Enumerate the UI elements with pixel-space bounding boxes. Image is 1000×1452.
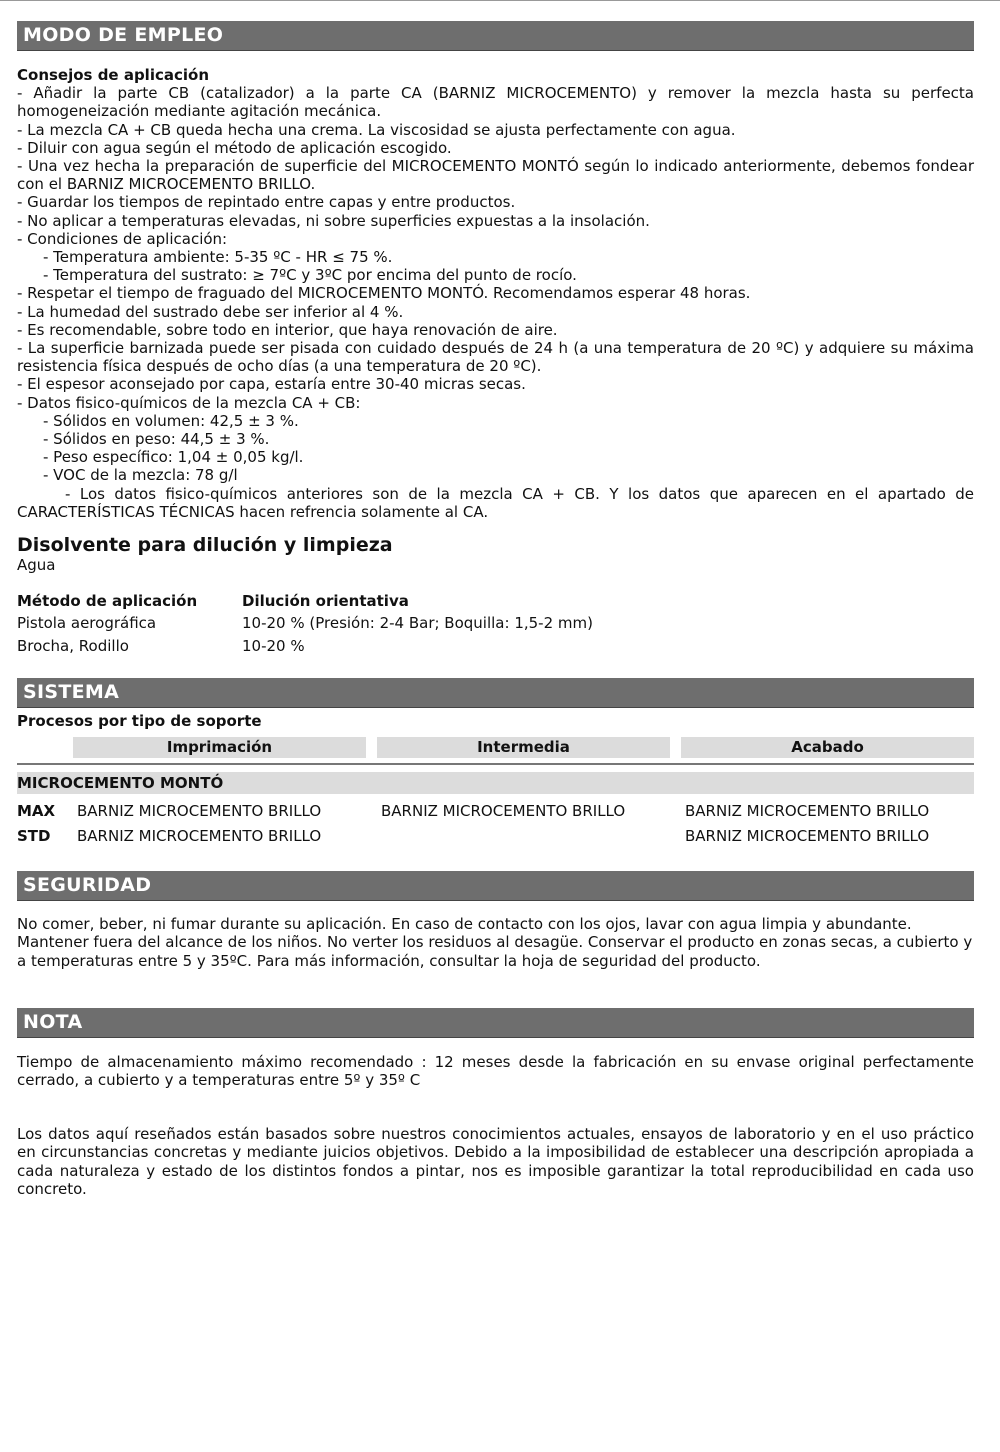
- consejo-item: - Condiciones de aplicación:: [17, 229, 228, 248]
- consejo-subitem: - Sólidos en peso: 44,5 ± 3 %.: [43, 430, 270, 449]
- consejo-subitem: - VOC de la mezcla: 78 g/l: [43, 466, 238, 485]
- consejo-subitem: - Sólidos en volumen: 42,5 ± 3 %.: [43, 411, 299, 430]
- disolvente-value: Agua: [17, 556, 56, 575]
- dilucion-header: Dilución orientativa: [242, 592, 409, 611]
- system-cell-acabado: BARNIZ MICROCEMENTO BRILLO: [685, 802, 930, 821]
- document-page: [17, 0, 978, 1198]
- seguridad-header: SEGURIDAD: [17, 871, 974, 900]
- metodo-header: Método de aplicación: [17, 592, 198, 611]
- product-row: MICROCEMENTO MONTÓ: [17, 772, 974, 794]
- consejo-subitem: - Los datos fisico-químicos anteriores son de la mezcla CA + CB. Y los datos que aparecen en el apartado de CARACTERÍSTICAS TÉCNICAS hacen refrencia solamente al CA.: [17, 484, 974, 521]
- header-gap: [670, 737, 681, 758]
- system-cell-imprimacion: BARNIZ MICROCEMENTO BRILLO: [77, 827, 322, 846]
- methods-table: [17, 592, 974, 655]
- system-row-max: [17, 799, 974, 824]
- system-cell-intermedia: [381, 824, 685, 849]
- consejo-item: - Añadir la parte CB (catalizador) a la parte CA (BARNIZ MICROCEMENTO) y remover la mezcla hasta su perfecta homogeneización mediante agitación mecánica.: [17, 84, 974, 121]
- procesos-title: Procesos por tipo de soporte: [17, 711, 262, 730]
- system-column-headers: [17, 737, 974, 758]
- consejo-subitem: - Temperatura ambiente: 5-35 ºC - HR ≤ 75 %.: [43, 248, 393, 267]
- column-acabado: Acabado: [681, 737, 974, 758]
- sistema-header: SISTEMA: [17, 678, 974, 707]
- consejos-list: [17, 84, 974, 521]
- consejo-item: - Diluir con agua según el método de aplicación escogido.: [17, 138, 452, 157]
- consejo-item: - La mezcla CA + CB queda hecha una crema. La viscosidad se ajusta perfectamente con agua.: [17, 120, 736, 139]
- header-gap: [366, 737, 377, 758]
- consejos-title: Consejos de aplicación: [17, 66, 209, 84]
- system-rows: [17, 799, 974, 849]
- nota-almacenamiento: Tiempo de almacenamiento máximo recomendado : 12 meses desde la fabricación en su envase original perfectamente cerrado, a cubierto y a temperaturas entre 5º y 35º C: [17, 1052, 974, 1089]
- method-cell: Brocha, Rodillo: [17, 636, 129, 655]
- disolvente-title: Disolvente para dilución y limpieza: [17, 534, 393, 557]
- consejo-item: - Es recomendable, sobre todo en interior, que haya renovación de aire.: [17, 320, 558, 339]
- consejo-item: - No aplicar a temperaturas elevadas, ni sobre superficies expuestas a la insolación.: [17, 211, 650, 230]
- consejo-item: - Guardar los tiempos de repintado entre capas y entre productos.: [17, 193, 516, 212]
- consejo-item: - El espesor aconsejado por capa, estaría entre 30-40 micras secas.: [17, 375, 526, 394]
- modo-empleo-header: MODO DE EMPLEO: [17, 21, 974, 50]
- system-cell-acabado: BARNIZ MICROCEMENTO BRILLO: [685, 827, 930, 846]
- consejo-subitem: - Peso específico: 1,04 ± 0,05 kg/l.: [43, 448, 304, 467]
- system-cell-imprimacion: BARNIZ MICROCEMENTO BRILLO: [77, 802, 322, 821]
- dilution-cell: 10-20 % (Presión: 2-4 Bar; Boquilla: 1,5-2 mm): [242, 614, 593, 633]
- header-spacer: [17, 737, 73, 758]
- consejo-item: - La superficie barnizada puede ser pisada con cuidado después de 24 h (a una temperatura de 20 ºC) y adquiere su máxima resistencia física después de ocho días (a una temperatura de 20 ºC).: [17, 339, 974, 376]
- consejo-item: - Una vez hecha la preparación de superficie del MICROCEMENTO MONTÓ según lo indicado anteriormente, debemos fondear con el BARNIZ MICROCEMENTO BRILLO.: [17, 157, 974, 194]
- seguridad-text: No comer, beber, ni fumar durante su aplicación. En caso de contacto con los ojos, lavar con agua limpia y abundante. Mantener fuera del alcance de los niños. No verter los residuos al desagüe. Conservar el producto en zonas secas, a cubierto y a temperaturas entre 5 y 35ºC. Para más información, consultar la hoja de seguridad del producto.: [17, 915, 978, 970]
- header-divider: [17, 763, 974, 765]
- consejo-item: - La humedad del sustrado debe ser inferior al 4 %.: [17, 302, 404, 321]
- system-row-std: [17, 824, 974, 849]
- method-cell: Pistola aerográfica: [17, 614, 157, 633]
- dilution-cell: 10-20 %: [242, 636, 305, 655]
- consejo-subitem: - Temperatura del sustrato: ≥ 7ºC y 3ºC por encima del punto de rocío.: [43, 266, 577, 285]
- nota-disclaimer: Los datos aquí reseñados están basados sobre nuestros conocimientos actuales, ensayos de laboratorio y en el uso práctico en circunstancias concretas y mediante juicios objetivos. Debido a la imposibilidad de establecer una descripción apropiada a cada naturaleza y estado de los distintos fondos a pintar, nos es imposible garantizar la total reproducibilidad en cada uso concreto.: [17, 1125, 974, 1198]
- column-imprimacion: Imprimación: [73, 737, 366, 758]
- nota-header: NOTA: [17, 1008, 974, 1037]
- system-level: MAX: [17, 802, 56, 821]
- system-cell-intermedia: BARNIZ MICROCEMENTO BRILLO: [381, 802, 626, 821]
- consejo-item: - Respetar el tiempo de fraguado del MICROCEMENTO MONTÓ. Recomendamos esperar 48 horas.: [17, 284, 751, 303]
- column-intermedia: Intermedia: [377, 737, 670, 758]
- system-level: STD: [17, 827, 51, 846]
- consejo-item: - Datos fisico-químicos de la mezcla CA + CB:: [17, 393, 361, 412]
